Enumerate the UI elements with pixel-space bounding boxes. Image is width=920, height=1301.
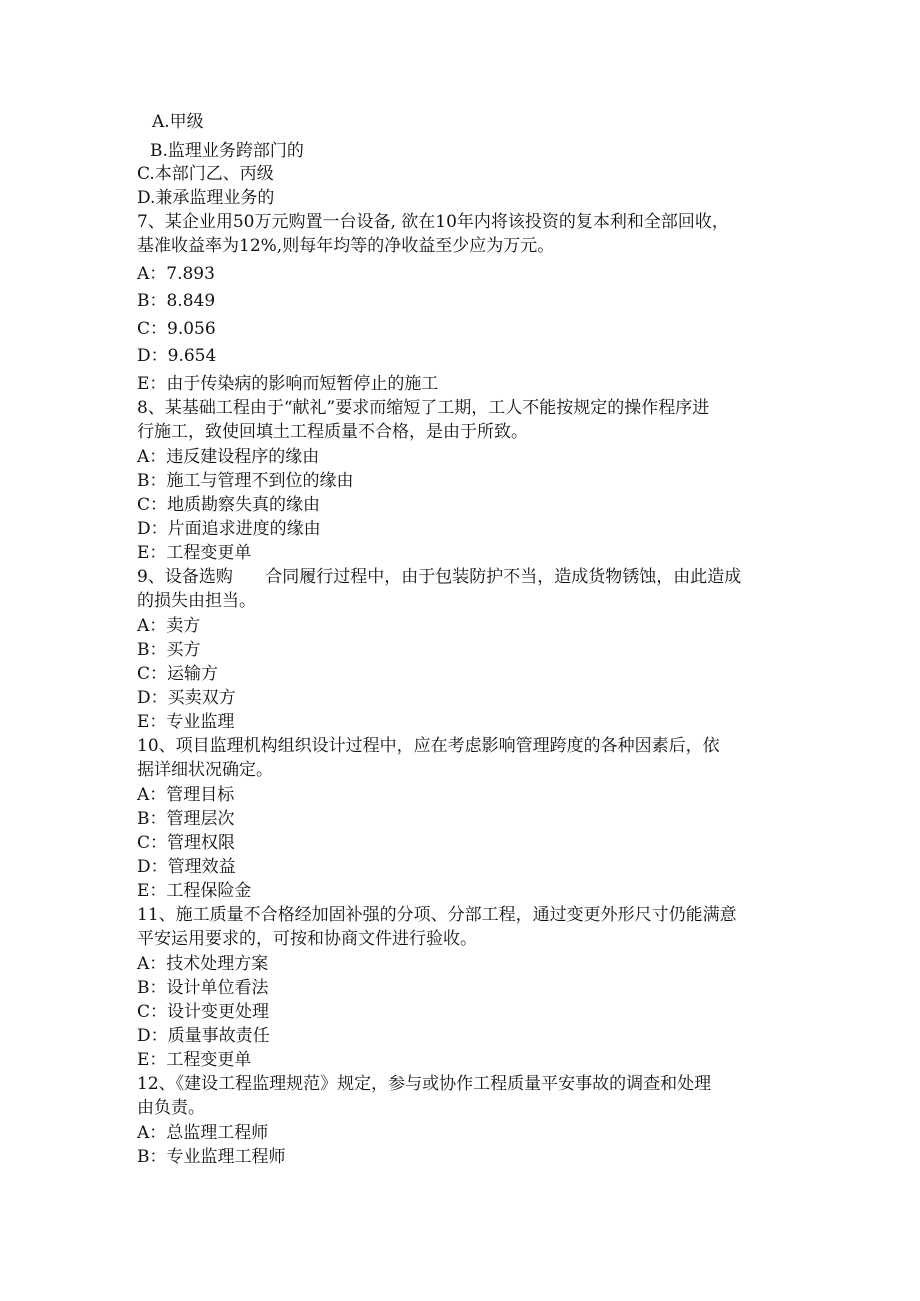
- option-line: D：买卖双方: [137, 688, 236, 708]
- option-line: B：管理层次: [137, 809, 235, 829]
- question-text: 的损失由担当。: [137, 591, 256, 611]
- option-line: A.甲级: [152, 112, 204, 132]
- option-line: D：质量事故责任: [137, 1026, 270, 1046]
- option-line: A：总监理工程师: [137, 1123, 269, 1143]
- question-text: 9、设备选购 合同履行过程中，由于包装防护不当，造成货物锈蚀，由此造成: [137, 567, 742, 587]
- option-line: E：专业监理: [137, 712, 235, 732]
- option-line: A：技术处理方案: [137, 954, 269, 974]
- option-line: E：工程保险金: [137, 881, 252, 901]
- option-line: D：片面追求进度的缘由: [137, 519, 321, 539]
- option-line: B：设计单位看法: [137, 978, 269, 998]
- question-text: 据详细状况确定。: [137, 760, 273, 780]
- question-text: 8、某基础工程由于“献礼”要求而缩短了工期，工人不能按规定的操作程序进: [137, 398, 710, 418]
- option-line: E：由于传染病的影响而短暂停止的施工: [137, 374, 439, 394]
- question-text: 10、项目监理机构组织设计过程中，应在考虑影响管理跨度的各种因素后，依: [137, 736, 720, 756]
- question-text: 由负责。: [137, 1098, 205, 1118]
- option-line: B：8.849: [137, 291, 216, 311]
- question-text: 12、《建设工程监理规范》规定，参与或协作工程质量平安事故的调查和处理: [137, 1074, 712, 1094]
- option-line: B：买方: [137, 640, 201, 660]
- option-line: C：9.056: [137, 319, 216, 339]
- option-line: C：设计变更处理: [137, 1002, 270, 1022]
- option-line: A：违反建设程序的缘由: [137, 447, 320, 467]
- option-line: D：管理效益: [137, 857, 236, 877]
- option-line: E：工程变更单: [137, 1050, 252, 1070]
- question-text: 平安运用要求的，可按和协商文件进行验收。: [137, 929, 477, 949]
- option-line: B：施工与管理不到位的缘由: [137, 471, 354, 491]
- option-line: C：地质勘察失真的缘由: [137, 495, 321, 515]
- option-line: C：管理权限: [137, 833, 236, 853]
- option-line: A：7.893: [137, 264, 215, 284]
- question-text: 行施工，致使回填土工程质量不合格，是由于所致。: [137, 422, 528, 442]
- option-line: C.本部门乙、丙级: [137, 164, 274, 184]
- question-text: 11、施工质量不合格经加固补强的分项、分部工程，通过变更外形尺寸仍能满意: [137, 905, 737, 925]
- question-text: 7、某企业用50万元购置一台设备, 欲在10年内将该投资的复本利和全部回收，: [137, 212, 729, 232]
- option-line: D：9.654: [137, 346, 217, 366]
- option-line: C：运输方: [137, 664, 219, 684]
- option-line: A：卖方: [137, 616, 201, 636]
- option-line: B：专业监理工程师: [137, 1147, 286, 1167]
- option-line: E：工程变更单: [137, 543, 252, 563]
- option-line: D.兼承监理业务的: [137, 188, 275, 208]
- question-text: 基准收益率为12%,则每年均等的净收益至少应为万元。: [137, 236, 555, 256]
- option-line: A：管理目标: [137, 785, 235, 805]
- option-line: B.监理业务跨部门的: [150, 141, 304, 161]
